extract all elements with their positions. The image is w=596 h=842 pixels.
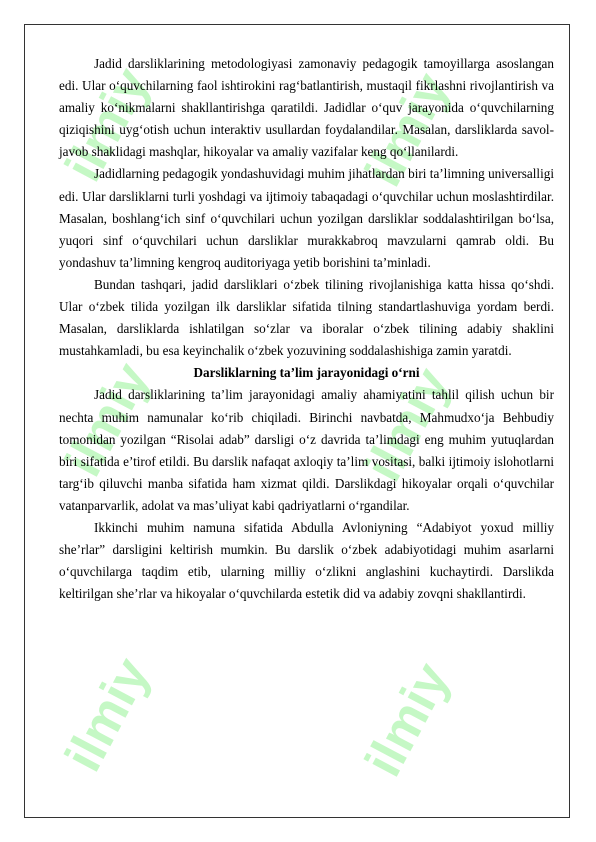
section-heading: Darsliklarning ta’lim jarayonidagi o‘rni [193,365,420,381]
paragraph-behbudiy: Jadid darsliklarining ta’lim jarayonidagi amaliy ahamiyatini tahlil qilish uchun bir nechta muhim namunalar ko‘rib chiqiladi. Birinchi navbatda, Mahmudxo‘ja Behbudiy tomonidan yozilgan “Risolai adab” darsligi o‘z davrida ta’limdagi eng muhim yutuqlardan biri sifatida e’tirof etildi. Bu darslik nafaqat axloqiy ta’lim vositasi, balki ijtimoiy islohotlarni targ‘ib qiluvchi manba sifatida ham xizmat qildi. Darslikdagi hikoyalar orqali o‘quvchilar vatanparvarlik, adolat va mas’uliyat kabi qadriyatlarni o‘rgandilar. [59,387,554,513]
watermark-logo-2: ilmiy [354,63,462,196]
document-body [59,53,554,605]
watermark-logo-4: ilmiy [354,358,462,491]
paragraph-avloniy: Ikkinchi muhim namuna sifatida Abdulla Avloniyning “Adabiyot yoxud milliy she’rlar” darsligini keltirish mumkin. Bu darslik o‘zbek adabiyotidagi muhim asarlarni o‘quvchilarga taqdim etib, ularning milliy o‘zlikni anglashini kuchaytirdi. Darslikda keltirilgan she’rlar va hikoyalar o‘quvchilarda estetik did va adabiy zovqni shakllantirdi. [59,519,554,602]
paragraph-methodology: Jadid darsliklarining metodologiyasi zamonaviy pedagogik tamoyillarga asoslangan edi. Ular o‘quvchilarning faol ishtirokini rag‘batlantirish, mustaqil fikrlashni rivojlantirish va amaliy ko‘nikmalarni shakllantirishga qaratildi. Jadidlar o‘quv jarayonida o‘quvchilarning qiziqishini uyg‘otish uchun interaktiv usullardan foydalandilar. Masalan, darsliklarda savol-javob shaklidagi mashqlar, hikoyalar va amaliy vazifalar keng qo‘llanilardi. [59,56,554,160]
watermark-logo-1: ilmiy [54,58,162,191]
watermark-logo-5: ilmiy [54,648,162,781]
paragraph-universality: Jadidlarning pedagogik yondashuvidagi muhim jihatlardan biri ta’limning universalligi edi. Ular darsliklarni turli yoshdagi va ijtimoiy tabaqadagi o‘quvchilar uchun moslashtirdilar. Masalan, boshlang‘ich sinf o‘quvchilari uchun yozilgan darsliklar soddalashtirilgan bo‘lsa, yuqori sinf o‘quvchilari uchun darsliklar murakkabroq mavzularni qamrab oldi. Bu yondashuv ta’limning kengroq auditoriyaga yetib borishini ta’minladi. [59,166,554,270]
watermark-logo-6: ilmiy [354,653,462,786]
paragraph-uzbek-language: Bundan tashqari, jadid darsliklari o‘zbek tilining rivojlanishiga katta hissa qo‘shdi. Ular o‘zbek tilida yozilgan ilk darsliklar sifatida tilning standartlashuviga yordam berdi. Masalan, darsliklarda ishlatilgan so‘zlar va iboralar o‘zbek tilining adabiy shaklini mustahkamladi, bu esa keyinchalik o‘zbek yozuvining soddalashishiga zamin yaratdi. [59,276,554,359]
watermark-logo-3: ilmiy [54,353,162,486]
